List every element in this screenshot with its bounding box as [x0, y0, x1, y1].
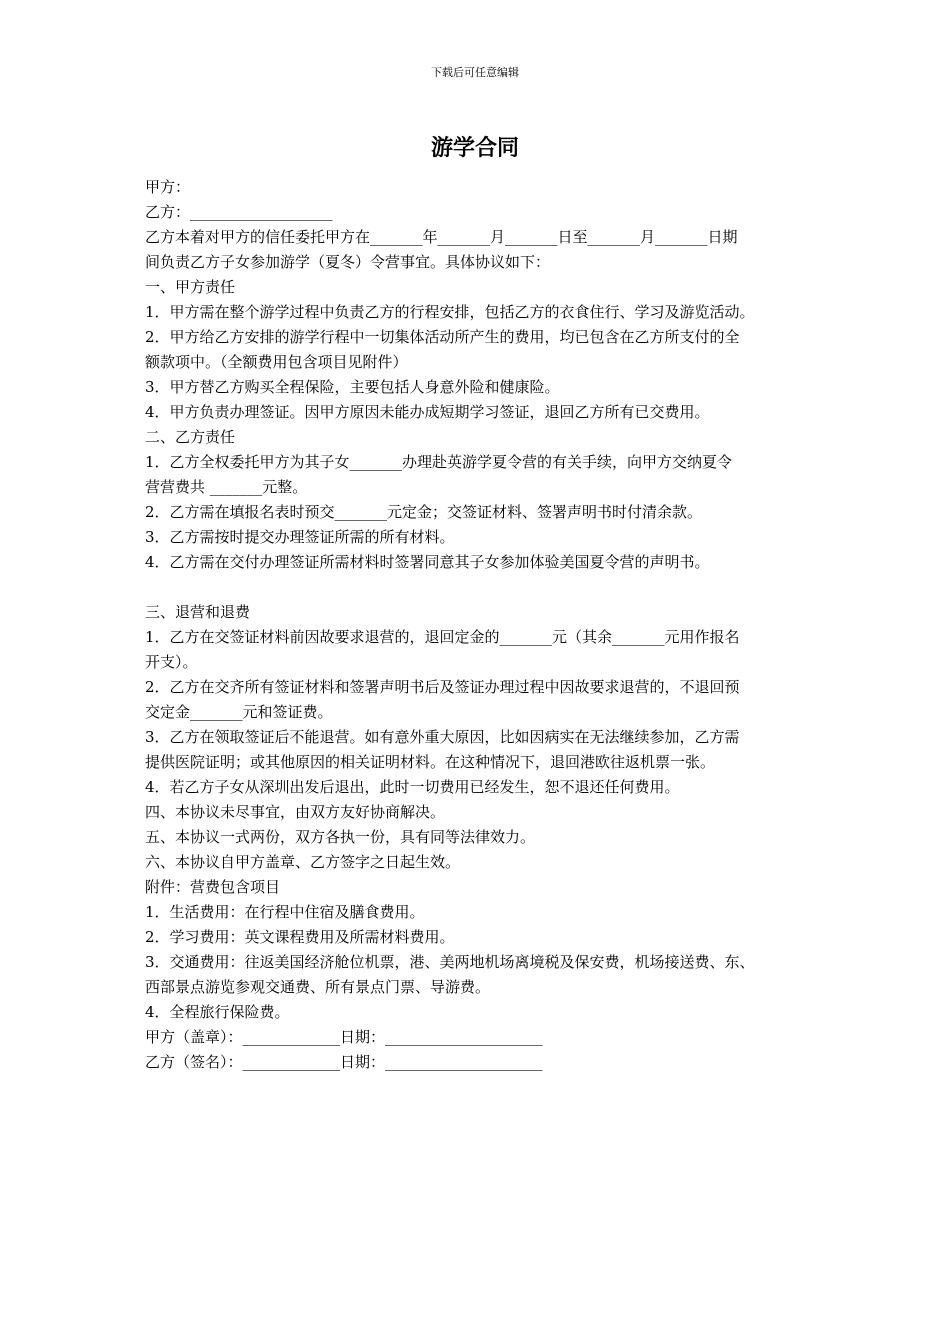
contract-line: 乙方本着对甲方的信任委托甲方在_______年_______月_______日至_______月_______日期 [145, 228, 738, 246]
contract-line: 2．学习费用：英文课程费用及所需材料费用。 [145, 928, 455, 946]
contract-line: 4．甲方负责办理签证。因甲方原因未能办成短期学习签证，退回乙方所有已交费用。 [145, 403, 710, 421]
contract-line: 4．全程旅行保险费。 [145, 1003, 290, 1021]
contract-line: 间负责乙方子女参加游学（夏冬）令营事宜。具体协议如下： [145, 253, 551, 271]
contract-line: 附件：营费包含项目 [145, 878, 281, 896]
contract-line: 营营费共 _______元整。 [145, 478, 308, 496]
contract-line: 1．乙方全权委托甲方为其子女_______办理赴英游学夏令营的有关手续，向甲方交纳夏令 [145, 453, 733, 471]
contract-line: 四、本协议未尽事宜，由双方友好协商解决。 [145, 803, 446, 821]
contract-line: 额款项中。（全额费用包含项目见附件） [145, 353, 408, 371]
contract-line: 3．甲方替乙方购买全程保险，主要包括人身意外险和健康险。 [145, 378, 560, 396]
contract-line: 二、乙方责任 [145, 428, 236, 446]
contract-line: 甲方： [145, 178, 191, 196]
contract-line: 甲方（盖章）：_____________日期：_____________________ [145, 1028, 543, 1046]
contract-line: 3．乙方需按时提交办理签证所需的所有材料。 [145, 528, 455, 546]
contract-line: 4．若乙方子女从深圳出发后退出，此时一切费用已经发生，恕不退还任何费用。 [145, 778, 680, 796]
document-title: 游学合同 [430, 136, 519, 161]
contract-body [145, 175, 825, 1075]
contract-line: 2．乙方需在填报名表时预交_______元定金；交签证材料、签署声明书时付清余款。 [145, 503, 703, 521]
contract-line: 3．交通费用：往返美国经济舱位机票，港、美两地机场离境税及保安费，机场接送费、东、 [145, 953, 755, 971]
contract-line: 三、退营和退费 [145, 603, 251, 621]
contract-line: 开支）。 [145, 653, 198, 671]
contract-line: 1．乙方在交签证材料前因故要求退营的，退回定金的_______元（其余_______元用作报名 [145, 628, 740, 646]
header-note: 下载后可任意编辑 [431, 66, 519, 79]
contract-line: 3．乙方在领取签证后不能退营。如有意外重大原因，比如因病实在无法继续参加，乙方需 [145, 728, 740, 746]
contract-line: 提供医院证明；或其他原因的相关证明材料。在这种情况下，退回港欧往返机票一张。 [145, 753, 716, 771]
contract-line: 五、本协议一式两份，双方各执一份，具有同等法律效力。 [145, 828, 536, 846]
contract-line: 交定金_______元和签证费。 [145, 703, 333, 721]
contract-line: 1．甲方需在整个游学过程中负责乙方的行程安排，包括乙方的衣食住行、学习及游览活动。 [145, 303, 755, 321]
contract-line: 1．生活费用：在行程中住宿及膳食费用。 [145, 903, 425, 921]
contract-line: 一、甲方责任 [145, 278, 236, 296]
contract-line: 2．乙方在交齐所有签证材料和签署声明书后及签证办理过程中因故要求退营的，不退回预 [145, 678, 740, 696]
contract-line: 乙方：___________________ [145, 203, 333, 221]
contract-line: 西部景点游览参观交通费、所有景点门票、导游费。 [145, 978, 491, 996]
contract-line: 4．乙方需在交付办理签证所需材料时签署同意其子女参加体验美国夏令营的声明书。 [145, 553, 710, 571]
contract-line: 2．甲方给乙方安排的游学行程中一切集体活动所产生的费用，均已包含在乙方所支付的全 [145, 328, 740, 346]
blank-line [145, 575, 825, 600]
contract-line: 六、本协议自甲方盖章、乙方签字之日起生效。 [145, 853, 461, 871]
contract-line: 乙方（签名）：_____________日期：_____________________ [145, 1053, 543, 1071]
